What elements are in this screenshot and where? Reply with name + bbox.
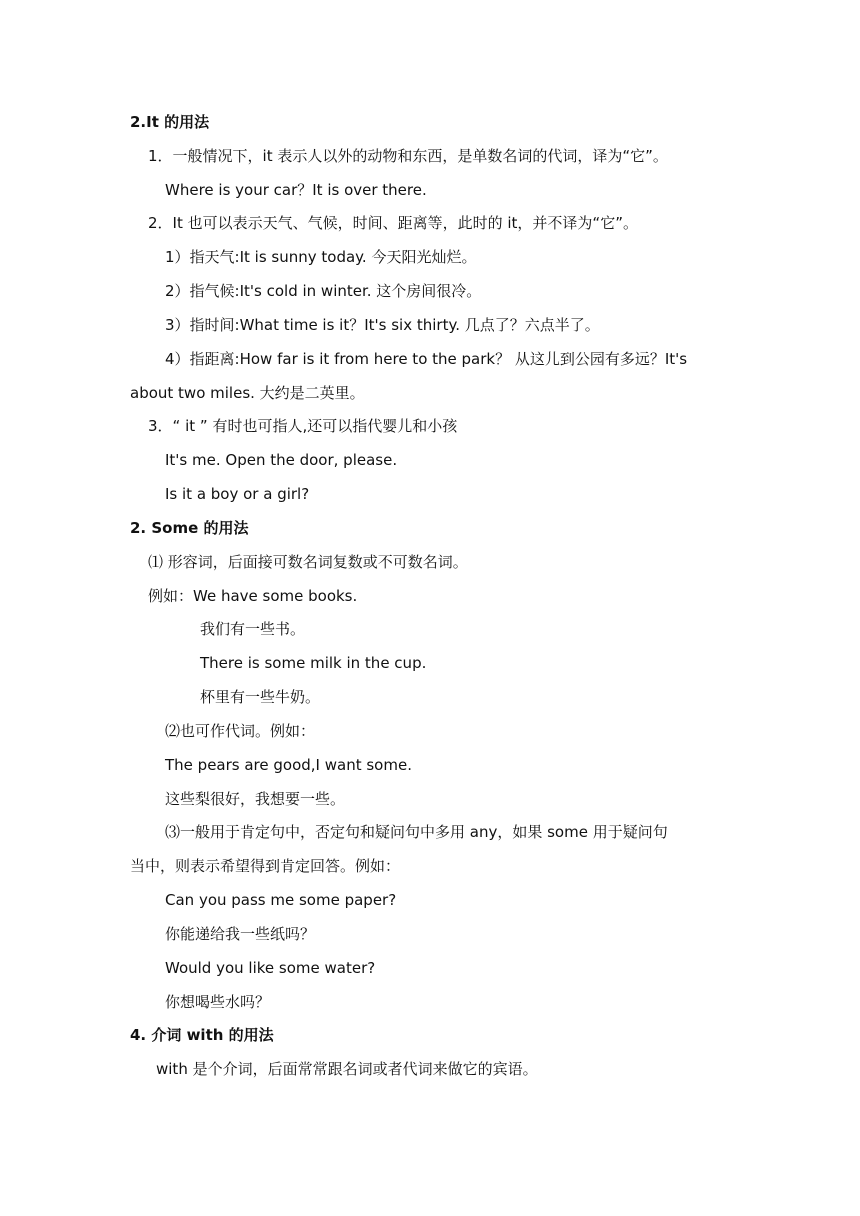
example-line: There is some milk in the cup. xyxy=(200,654,427,672)
example-line: 你能递给我一些纸吗？ xyxy=(165,925,316,943)
section-heading-with-usage: 4. 介词 with 的用法 xyxy=(130,1026,274,1044)
paragraph-line: 3．“ it ” 有时也可指人,还可以指代婴儿和小孩 xyxy=(148,417,458,435)
paragraph-line: 例如：We have some books. xyxy=(148,587,358,605)
paragraph-line: ⑵也可作代词。例如： xyxy=(165,722,316,740)
section-heading-it-usage: 2.It 的用法 xyxy=(130,113,210,131)
paragraph-line: 3）指时间:What time is it？It's six thirty. 几点了？六点半了。 xyxy=(165,316,600,334)
example-line: 杯里有一些牛奶。 xyxy=(200,688,321,706)
paragraph-line: 2）指气候:It's cold in winter. 这个房间很冷。 xyxy=(165,282,482,300)
paragraph-line: 1）指天气:It is sunny today. 今天阳光灿烂。 xyxy=(165,248,477,266)
paragraph-line: with 是个介词，后面常常跟名词或者代词来做它的宾语。 xyxy=(156,1060,538,1078)
paragraph-line: 2．It 也可以表示天气、气候，时间、距离等，此时的 it，并不译为“它”。 xyxy=(148,214,638,232)
example-line: Is it a boy or a girl? xyxy=(165,485,310,503)
example-line: 你想喝些水吗？ xyxy=(165,993,271,1011)
example-line: Where is your car？It is over there. xyxy=(165,181,427,199)
example-line: The pears are good,I want some. xyxy=(165,756,412,774)
paragraph-line: 1．一般情况下，it 表示人以外的动物和东西，是单数名词的代词，译为“它”。 xyxy=(148,147,668,165)
paragraph-line: 4）指距离:How far is it from here to the park？ 从这儿到公园有多远？It's xyxy=(165,350,688,368)
section-heading-some-usage: 2. Some 的用法 xyxy=(130,519,249,537)
paragraph-line: about two miles. 大约是二英里。 xyxy=(130,384,365,402)
example-line: Would you like some water? xyxy=(165,959,376,977)
paragraph-line: ⑶一般用于肯定句中，否定句和疑问句中多用 any，如果 some 用于疑问句 xyxy=(165,823,668,841)
example-line: 这些梨很好，我想要一些。 xyxy=(165,790,346,808)
example-line: 我们有一些书。 xyxy=(200,620,306,638)
example-line: Can you pass me some paper? xyxy=(165,891,397,909)
paragraph-line: 当中，则表示希望得到肯定回答。例如： xyxy=(130,857,401,875)
example-line: It's me. Open the door, please. xyxy=(165,451,398,469)
paragraph-line: ⑴ 形容词，后面接可数名词复数或不可数名词。 xyxy=(148,553,468,571)
